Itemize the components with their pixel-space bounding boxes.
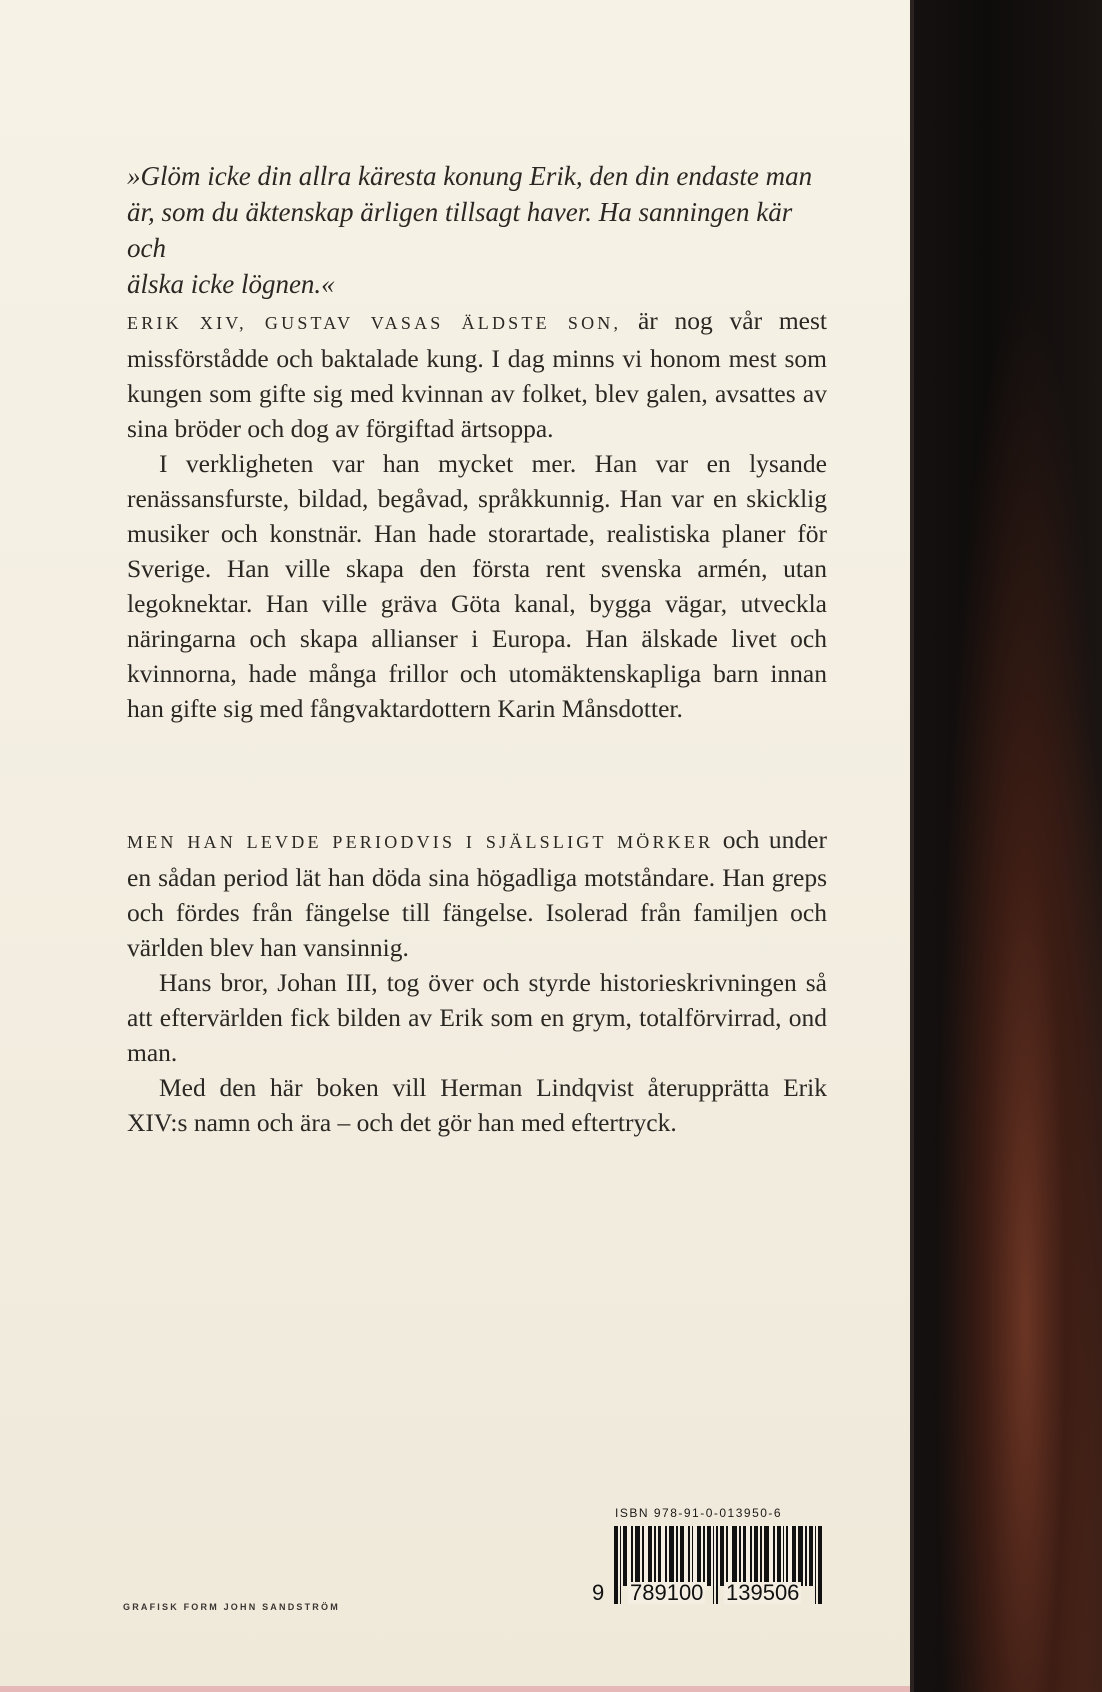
barcode-bar: [818, 1526, 822, 1604]
bottom-edge-strip: [0, 1686, 910, 1692]
spine-edge: [910, 0, 914, 1692]
barcode-bar: [777, 1526, 781, 1586]
blurb-paragraph: Hans bror, Johan III, tog över och styrde historieskrivningen så att eftervärlden fick bilden av Erik som en grym, totalförvirrad, ond man.: [127, 968, 827, 1067]
lead-in-smallcaps: MEN HAN LEVDE PERIODVIS I SJÄLSLIGT MÖRKER: [127, 832, 714, 852]
barcode-digits-left: 789100: [630, 1580, 704, 1605]
blurb-paragraph: [127, 822, 827, 965]
paragraph-text: är nog vår mest missförstådde och baktalade kung. I dag minns vi honom mest som kungen som gifte sig med kvinnan av folket, blev galen, avsattes av sina bröder och dog av förgiftad ärtsoppa.: [127, 306, 828, 443]
barcode-bar: [760, 1526, 762, 1586]
blurb-paragraph: [127, 303, 827, 446]
barcode-bar: [676, 1526, 678, 1586]
barcode-bar: [635, 1526, 640, 1586]
isbn-barcode: [592, 1506, 822, 1604]
barcode-bar: [692, 1526, 694, 1586]
barcode-bar: [665, 1526, 667, 1586]
blurb-paragraph: Med den här boken vill Herman Lindqvist återupprätta Erik XIV:s namn och ära – och det gör han med eftertryck.: [127, 1073, 827, 1137]
barcode-bar: [720, 1526, 724, 1586]
barcode-bar: [815, 1526, 817, 1604]
design-credit: GRAFISK FORM JOHN SANDSTRÖM: [123, 1602, 340, 1612]
epigraph-quote: [127, 158, 827, 302]
barcode-bar: [642, 1526, 644, 1586]
isbn-label: ISBN 978-91-0-013950-6: [615, 1506, 783, 1520]
barcode-bar: [631, 1526, 633, 1586]
barcode-bar: [688, 1526, 690, 1586]
barcode-bar: [707, 1526, 711, 1586]
barcode-bar: [783, 1526, 785, 1586]
barcode-bar: [669, 1526, 674, 1586]
barcode-bars: [614, 1526, 822, 1586]
barcode-bar: [623, 1526, 627, 1586]
barcode-graphic: [614, 1526, 822, 1604]
quote-line: är, som du äktenskap ärligen tillsagt haver. Ha sanningen kär och: [127, 197, 793, 263]
barcode-bar: [809, 1526, 813, 1586]
barcode-bar: [798, 1526, 803, 1586]
barcode-bar: [726, 1526, 728, 1586]
barcode-bar: [680, 1526, 684, 1586]
lead-in-smallcaps: ERIK XIV, GUSTAV VASAS ÄLDSTE SON,: [127, 313, 622, 333]
barcode-bar: [773, 1526, 775, 1586]
barcode-bar: [754, 1526, 758, 1586]
quote-line: »Glöm icke din allra käresta konung Erik, den din endaste man: [127, 161, 813, 191]
barcode-bar: [764, 1526, 769, 1586]
barcode-row: [592, 1526, 822, 1604]
spine-artwork: [910, 0, 1102, 1692]
barcode-digits-right: 139506: [726, 1580, 800, 1605]
barcode-bar: [743, 1526, 747, 1586]
barcode-bar: [786, 1526, 788, 1586]
barcode-bar: [716, 1526, 718, 1604]
barcode-bar: [697, 1526, 701, 1586]
barcode-bar: [805, 1526, 807, 1586]
paragraph-text: och under en sådan period lät han döda sina högadliga motståndare. Han greps och fördes från fängelse till fängelse. Isolerad från familjen och världen blev han vansinnig.: [127, 825, 827, 962]
barcode-bar: [750, 1526, 752, 1586]
blurb-paragraph: I verkligheten var han mycket mer. Han var en lysande renässansfurste, bildad, begåvad, språkkunnig. Han var en skicklig musiker och konstnär. Han hade storartade, realistiska planer för Sverige. Han ville skapa den första rent svenska armén, utan legoknektar. Han ville gräva Göta kanal, bygga vägar, utveckla näringarna och skapa allianser i Europa. Han älskade livet och kvinnorna, hade många frillor och utomäktenskapliga barn innan han gifte sig med fångvaktardottern Karin Månsdotter.: [127, 449, 827, 723]
barcode-bar: [648, 1526, 652, 1586]
barcode-bar: [792, 1526, 796, 1586]
blurb-section-1: [127, 303, 827, 726]
barcode-bar: [739, 1526, 741, 1586]
barcode-bar: [703, 1526, 705, 1586]
barcode-bar: [658, 1526, 662, 1586]
blurb-section-2: [127, 822, 827, 1140]
barcode-bar: [654, 1526, 656, 1586]
barcode-bar: [614, 1526, 618, 1604]
barcode-bar: [713, 1526, 715, 1604]
barcode-lead-digit: 9: [592, 1580, 605, 1605]
barcode-bar: [620, 1526, 622, 1604]
quote-line: älska icke lögnen.«: [127, 269, 335, 299]
barcode-bar: [732, 1526, 737, 1586]
